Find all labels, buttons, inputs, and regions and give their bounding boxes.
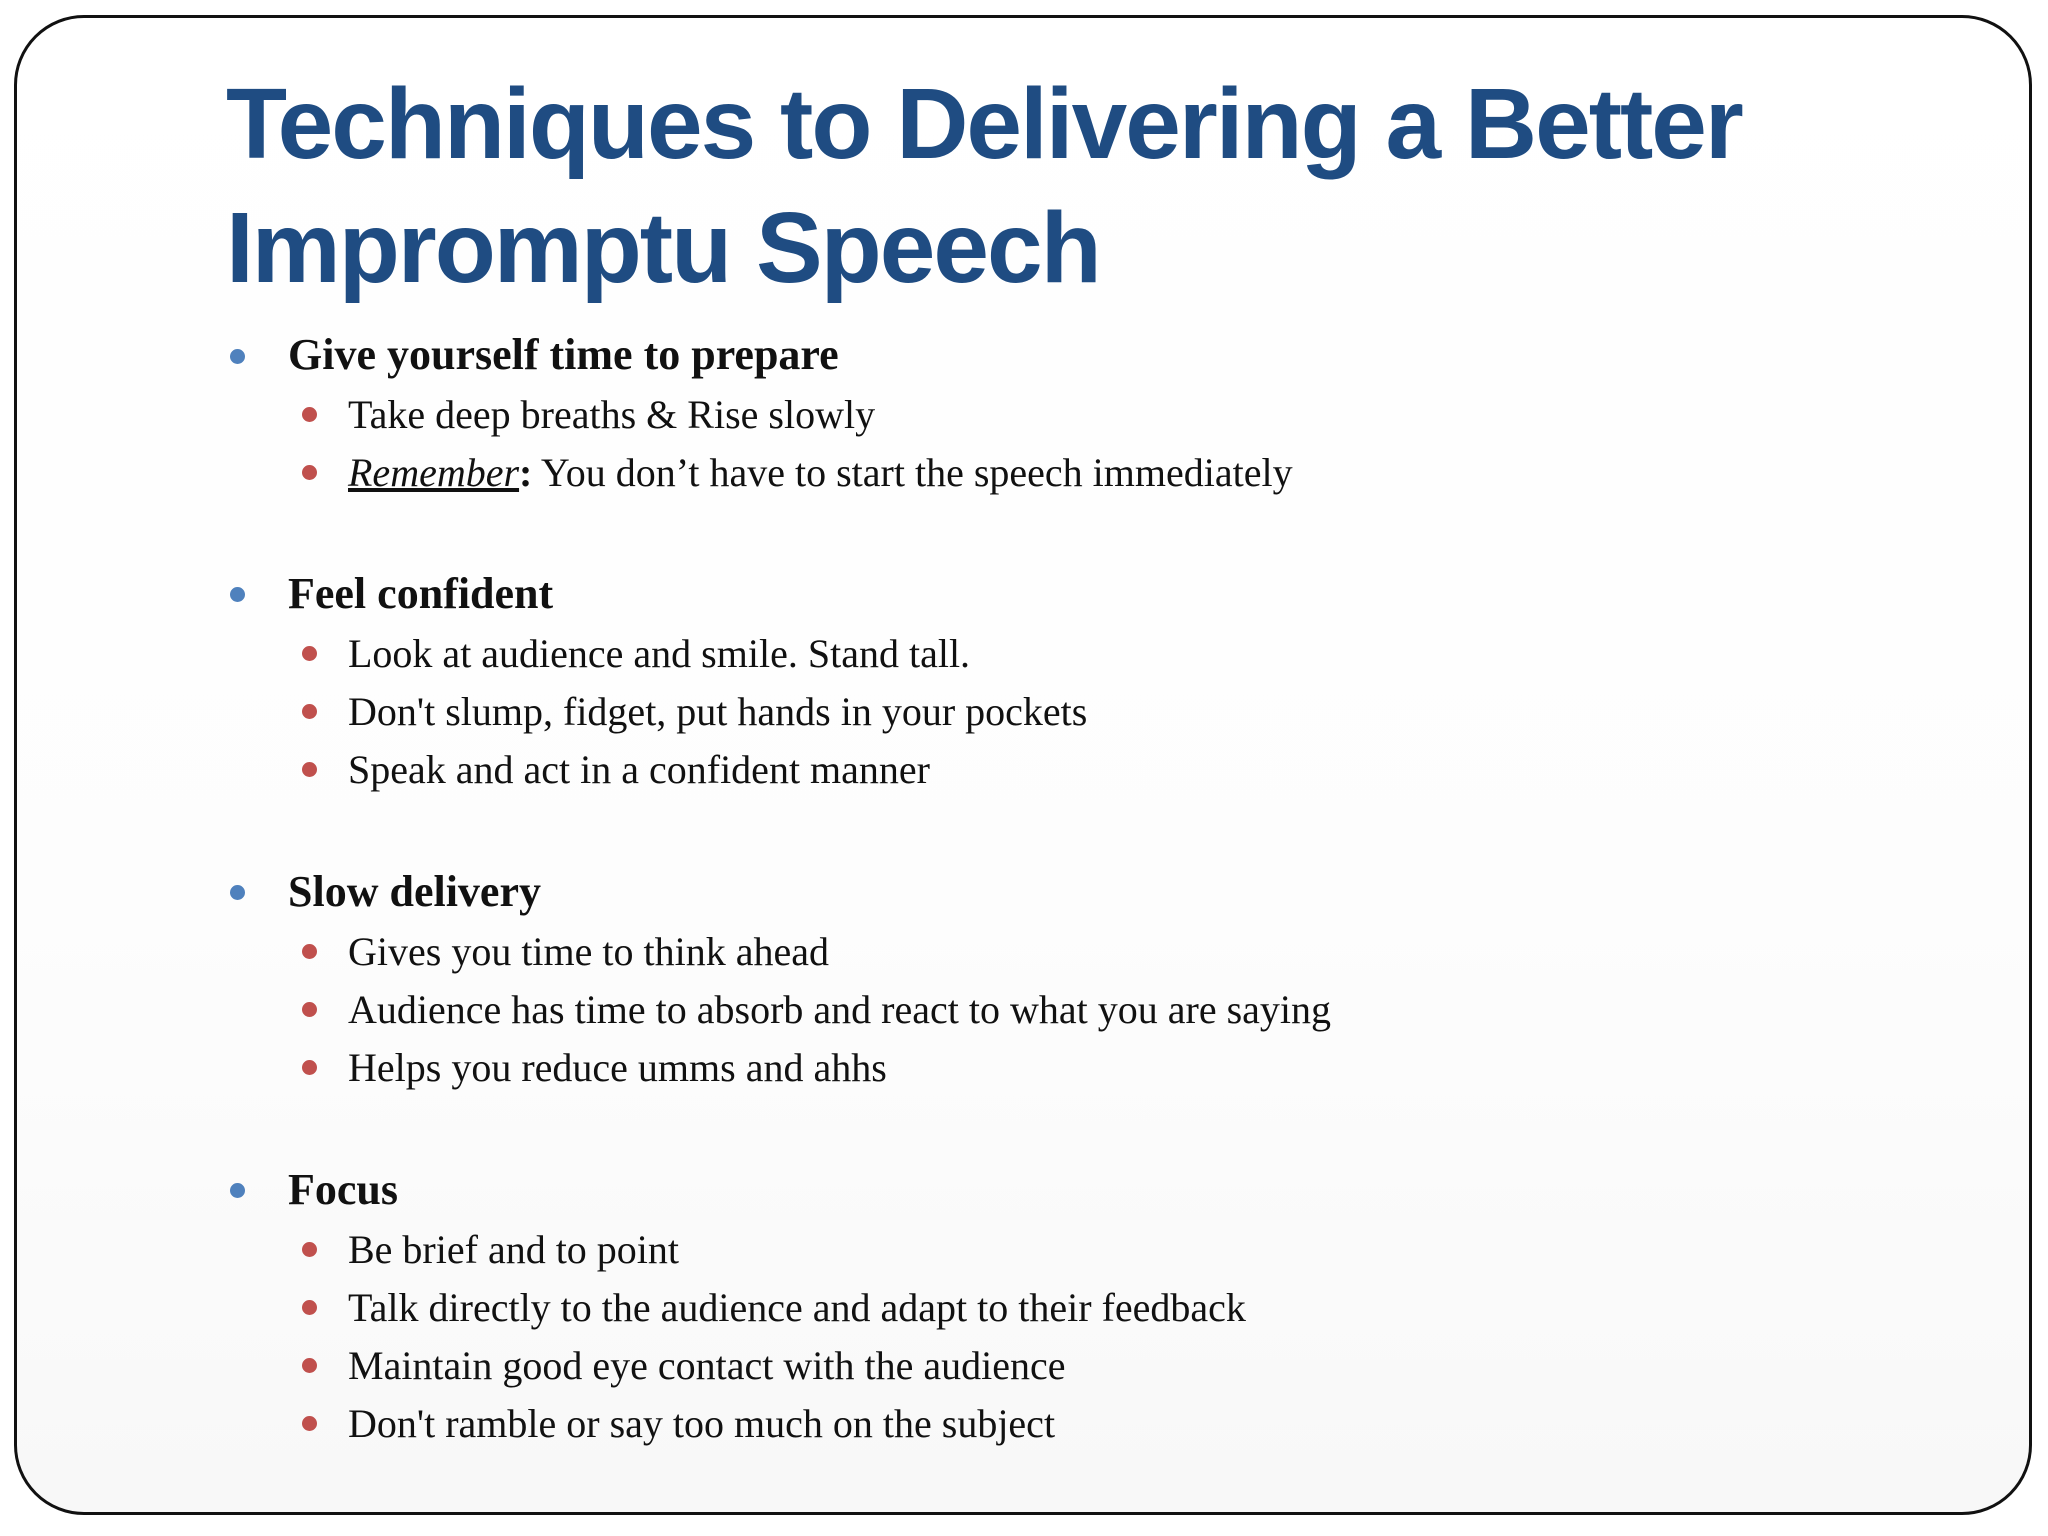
level2-bullet-icon — [302, 1416, 317, 1431]
remember-label: Remember — [348, 450, 520, 495]
remember-colon: : — [519, 450, 533, 495]
bullet-heading: Give yourself time to prepare — [288, 330, 839, 379]
bullet-item: Don't slump, fidget, put hands in your pockets — [348, 689, 1088, 734]
bullet-item: Maintain good eye contact with the audience — [348, 1343, 1066, 1388]
bullet-item: Don't ramble or say too much on the subject — [348, 1401, 1056, 1446]
bullet-item: Gives you time to think ahead — [348, 929, 830, 974]
bullet-item: Take deep breaths & Rise slowly — [348, 392, 876, 437]
level2-bullet-icon — [302, 407, 317, 422]
bullet-item: Speak and act in a confident manner — [348, 747, 930, 792]
level1-bullet-icon — [230, 885, 245, 900]
bullet-item: Talk directly to the audience and adapt to their feedback — [348, 1285, 1246, 1330]
bullet-item: Look at audience and smile. Stand tall. — [348, 631, 971, 676]
level2-bullet-icon — [302, 704, 317, 719]
bullet-heading: Focus — [288, 1165, 398, 1214]
level2-bullet-icon — [302, 1002, 317, 1017]
level1-bullet-icon — [230, 1183, 245, 1198]
bullet-item-remember — [348, 444, 1293, 502]
bullet-heading: Feel confident — [288, 569, 554, 618]
remember-text: You don’t have to start the speech immediately — [532, 450, 1293, 495]
bullet-item: Be brief and to point — [348, 1227, 680, 1272]
level2-bullet-icon — [302, 1242, 317, 1257]
level2-bullet-icon — [302, 762, 317, 777]
level2-bullet-icon — [302, 944, 317, 959]
level2-bullet-icon — [302, 1300, 317, 1315]
bullet-item: Helps you reduce umms and ahhs — [348, 1045, 887, 1090]
level1-bullet-icon — [230, 587, 245, 602]
level2-bullet-icon — [302, 1060, 317, 1075]
slide-title-line-2: Impromptu Speech — [226, 192, 1100, 304]
level2-bullet-icon — [302, 1358, 317, 1373]
slide-title-line-1: Techniques to Delivering a Better — [226, 68, 1742, 180]
bullet-item: Audience has time to absorb and react to what you are saying — [348, 987, 1332, 1032]
bullet-heading: Slow delivery — [288, 867, 541, 916]
level1-bullet-icon — [230, 349, 245, 364]
level2-bullet-icon — [302, 465, 317, 480]
level2-bullet-icon — [302, 646, 317, 661]
